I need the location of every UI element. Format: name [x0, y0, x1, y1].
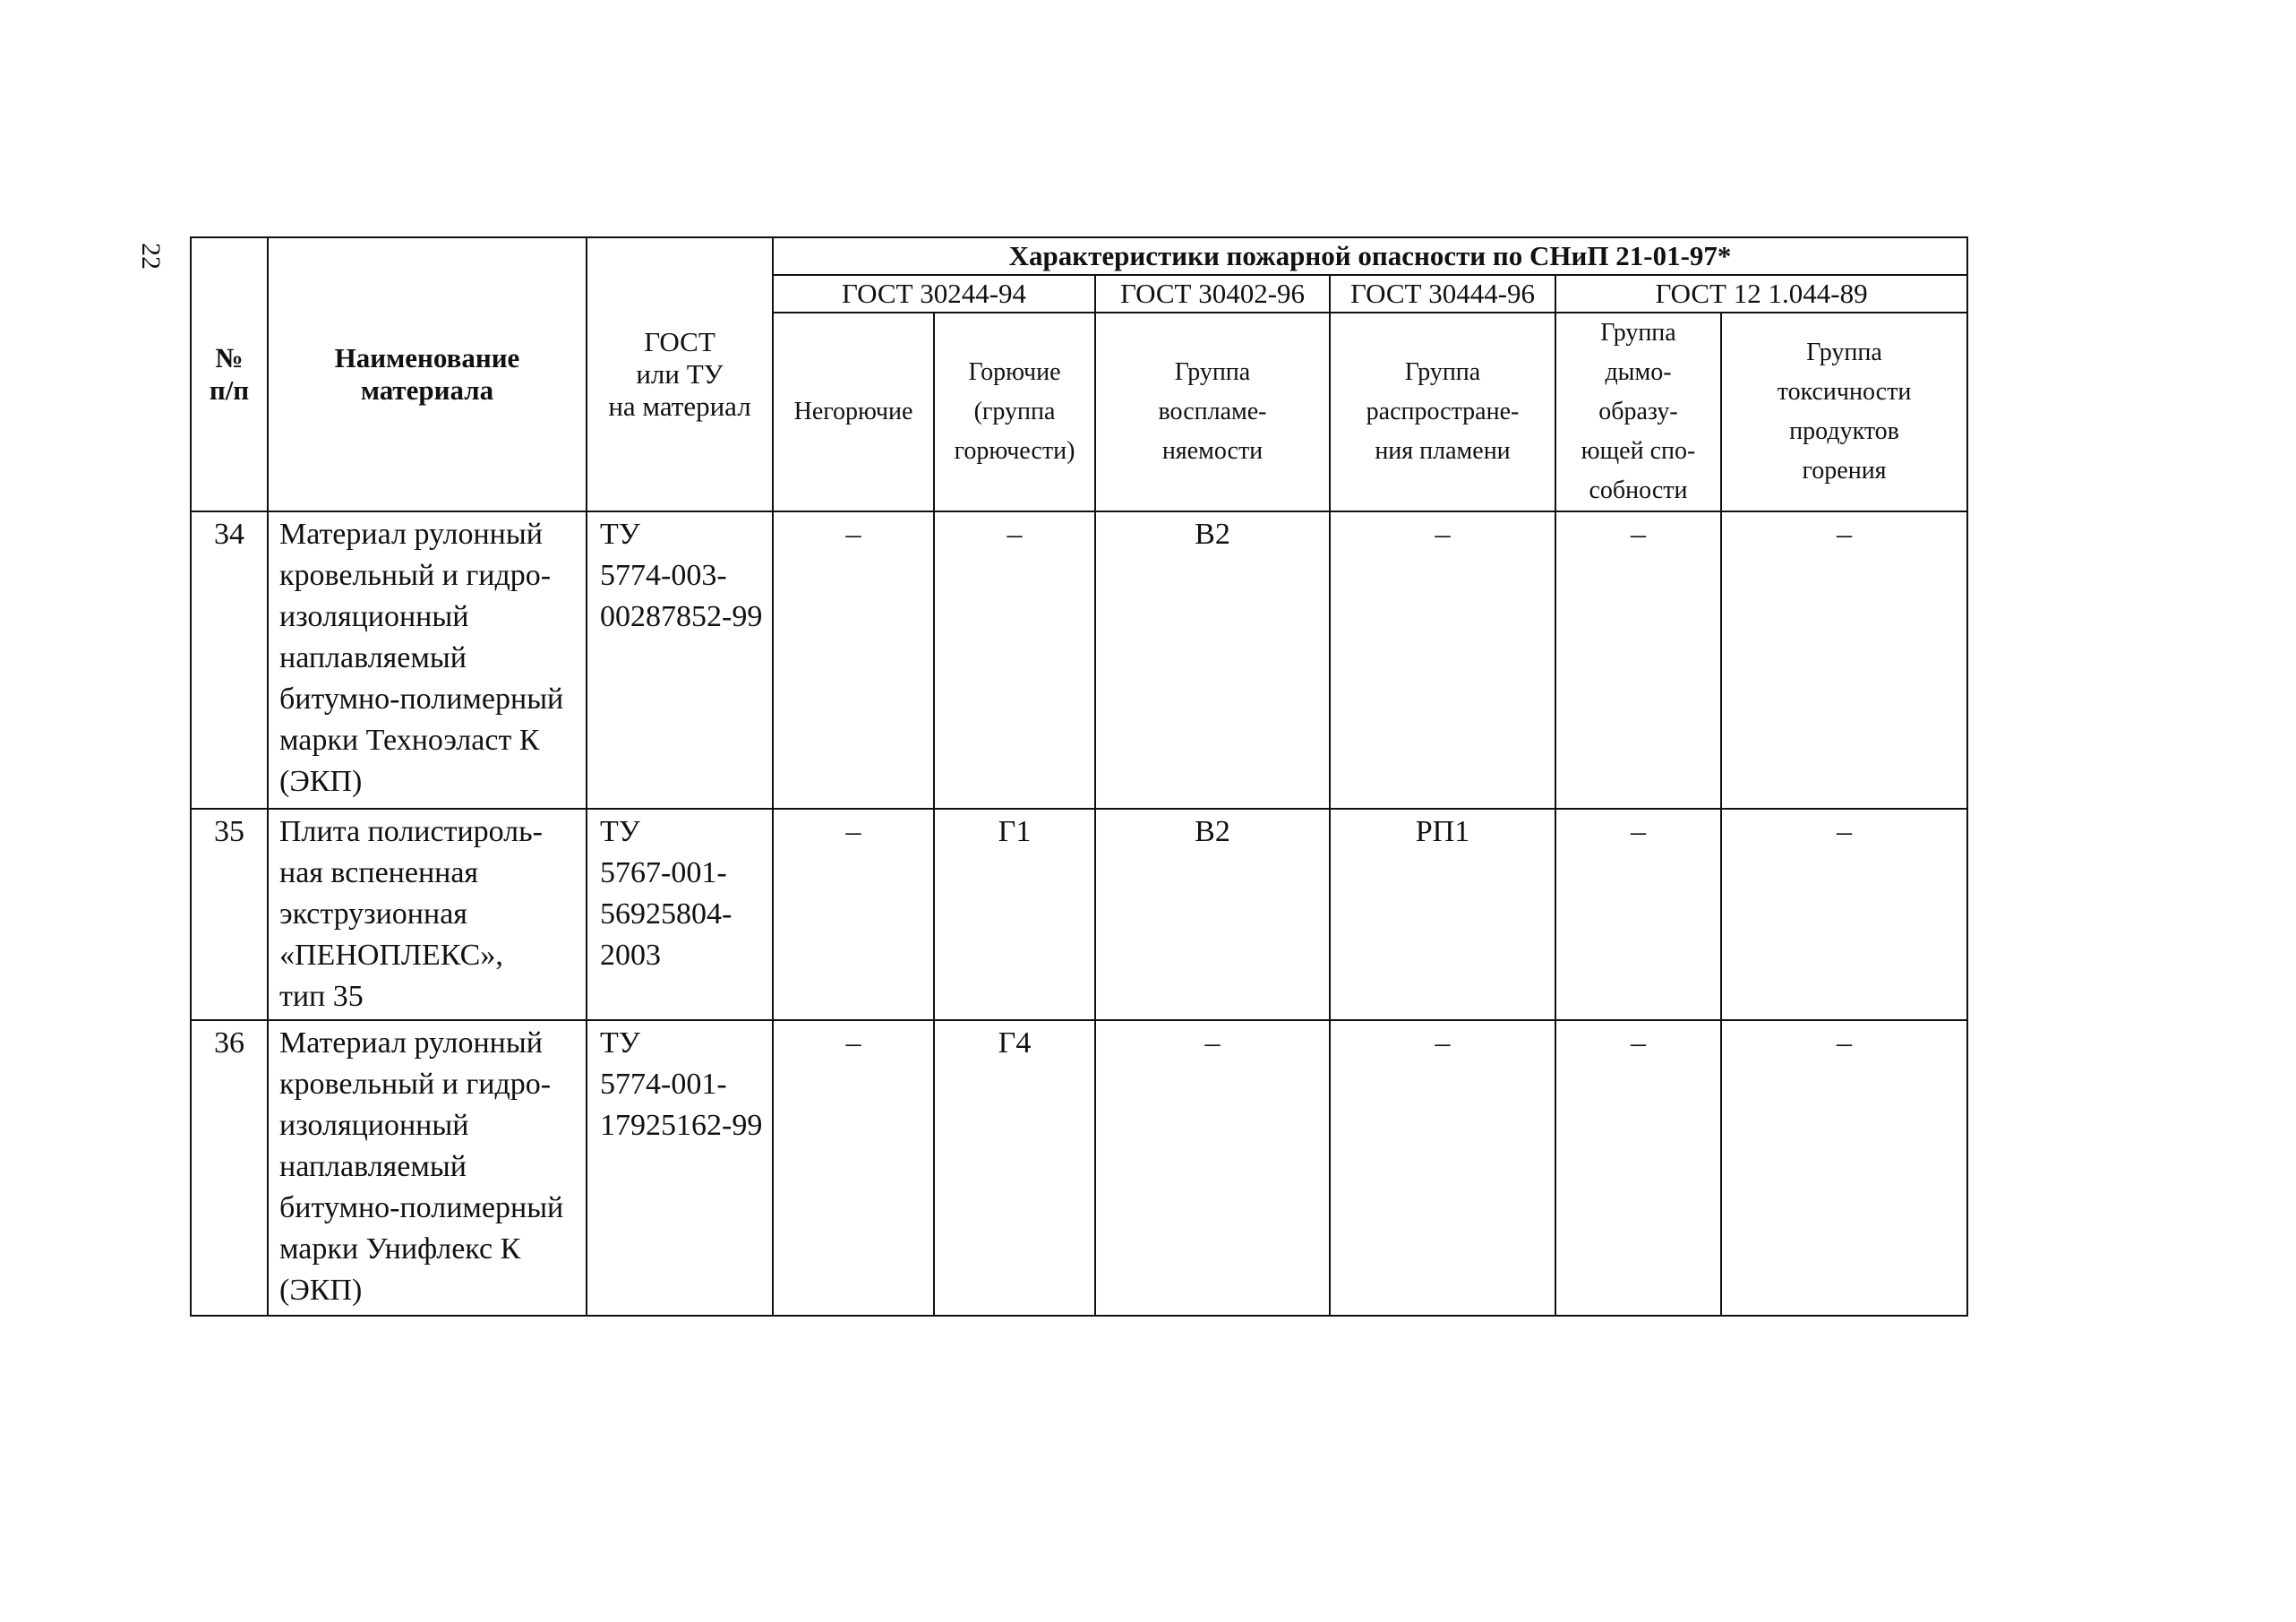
row-number: 34 [191, 511, 268, 809]
material-name: Материал рулонный кровельный и гидро- изоляционный наплавляемый битумно-полимерный марки Унифлекс К (ЭКП) [268, 1020, 587, 1316]
header-gost-30444: ГОСТ 30444-96 [1330, 275, 1555, 313]
table-row [191, 1020, 1967, 1316]
toxicity-value: – [1721, 809, 1967, 1020]
header-name: Наименование материала [268, 237, 587, 511]
flame-spread-value: – [1330, 1020, 1555, 1316]
fire-hazard-table [190, 236, 1968, 1317]
table-row [191, 809, 1967, 1020]
header-flammability: Группа воспламе- няемости [1095, 313, 1330, 511]
header-smoke: Группа дымо- образу- ющей спо- собности [1555, 313, 1721, 511]
material-tu: ТУ 5767-001- 56925804- 2003 [587, 809, 773, 1020]
combustible-value: – [934, 511, 1095, 809]
combustible-value: Г4 [934, 1020, 1095, 1316]
header-gost-12-1-044: ГОСТ 12 1.044-89 [1555, 275, 1967, 313]
smoke-value: – [1555, 809, 1721, 1020]
noncombustible-value: – [773, 809, 934, 1020]
material-name: Материал рулонный кровельный и гидро- изоляционный наплавляемый битумно-полимерный марки Техноэласт К (ЭКП) [268, 511, 587, 809]
flammability-value: – [1095, 1020, 1330, 1316]
material-tu: ТУ 5774-001- 17925162-99 [587, 1020, 773, 1316]
smoke-value: – [1555, 1020, 1721, 1316]
header-gost-30402: ГОСТ 30402-96 [1095, 275, 1330, 313]
header-flame-spread: Группа распростране- ния пламени [1330, 313, 1555, 511]
toxicity-value: – [1721, 1020, 1967, 1316]
row-number: 36 [191, 1020, 268, 1316]
combustible-value: Г1 [934, 809, 1095, 1020]
header-no: № п/п [191, 237, 268, 511]
material-tu: ТУ 5774-003- 00287852-99 [587, 511, 773, 809]
header-combustible: Горючие (группа горючести) [934, 313, 1095, 511]
flame-spread-value: – [1330, 511, 1555, 809]
header-noncombustible: Негорючие [773, 313, 934, 511]
flammability-value: В2 [1095, 809, 1330, 1020]
row-number: 35 [191, 809, 268, 1020]
smoke-value: – [1555, 511, 1721, 809]
material-name: Плита полистироль- ная вспененная экструзионная «ПЕНОПЛЕКС», тип 35 [268, 809, 587, 1020]
noncombustible-value: – [773, 1020, 934, 1316]
noncombustible-value: – [773, 511, 934, 809]
flammability-value: В2 [1095, 511, 1330, 809]
table-row [191, 511, 1967, 809]
header-toxicity: Группа токсичности продуктов горения [1721, 313, 1967, 511]
header-gost: ГОСТ или ТУ на материал [587, 237, 773, 511]
flame-spread-value: РП1 [1330, 809, 1555, 1020]
header-gost-30244: ГОСТ 30244-94 [773, 275, 1095, 313]
header-group-title: Характеристики пожарной опасности по СНиП 21-01-97* [773, 237, 1967, 275]
header-row-1 [191, 237, 1967, 275]
page-number: 22 [136, 243, 166, 270]
toxicity-value: – [1721, 511, 1967, 809]
